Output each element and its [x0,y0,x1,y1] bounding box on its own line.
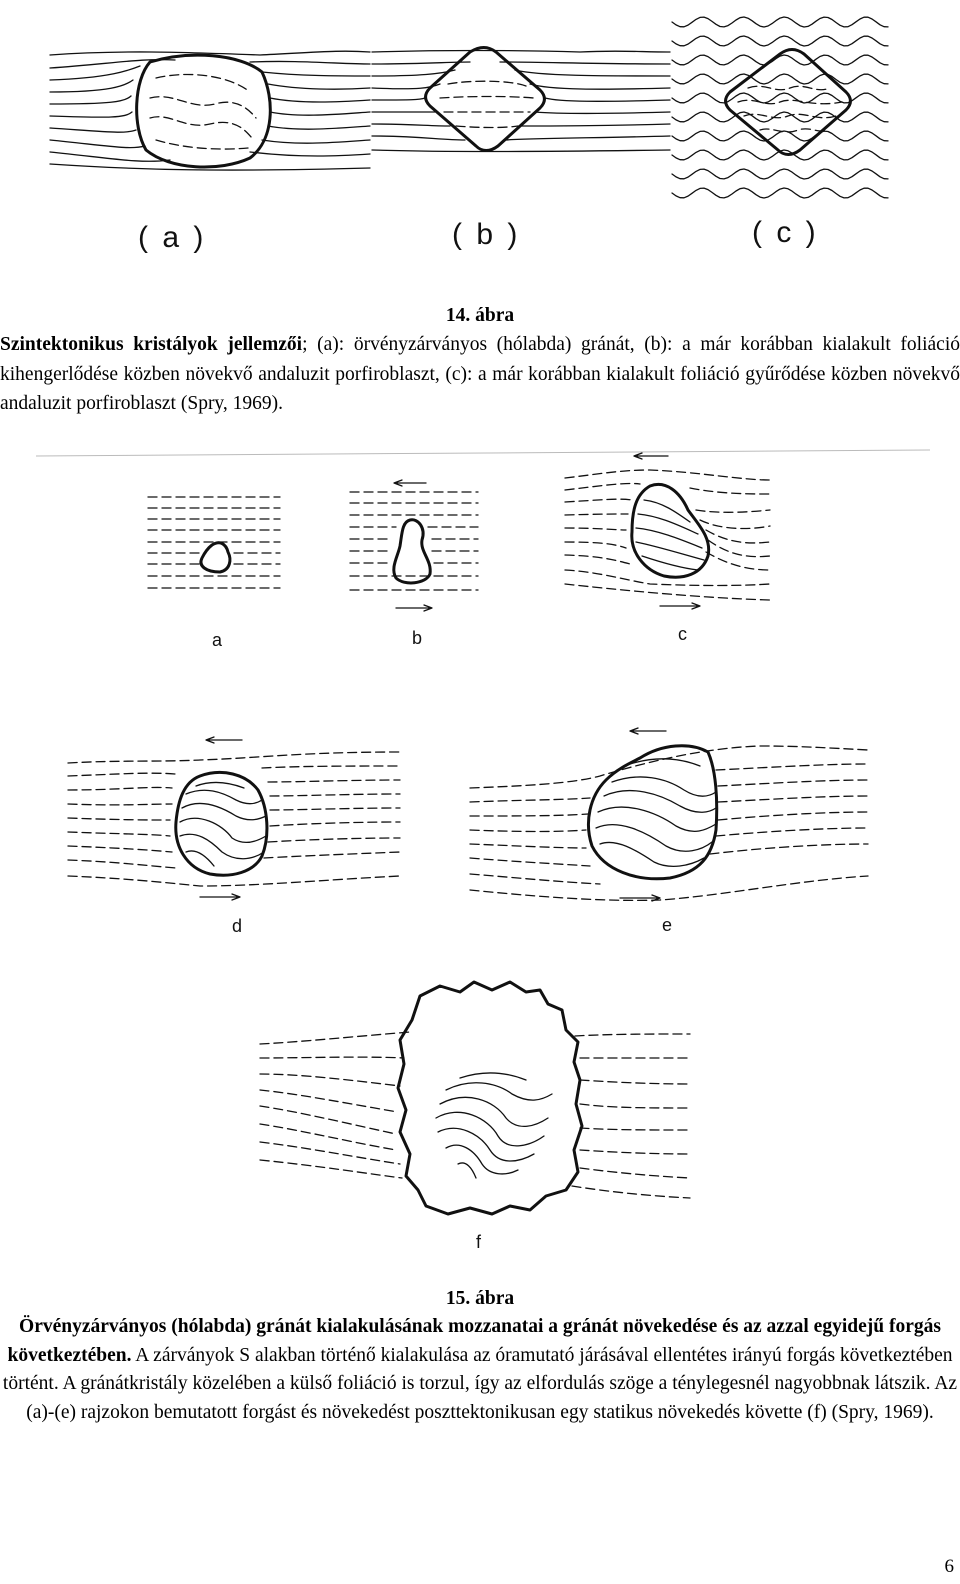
fig15-label-c: c [678,624,687,644]
fig15-b-garnet [394,520,430,583]
fig15-c-inclusions [636,500,704,570]
fig14-panel-a [50,51,370,170]
fig14-c-crenulation-line [672,17,888,27]
fig15-panel-f [260,1032,690,1198]
fig14-c-crenulation-line [672,36,888,46]
fig14-c-crenulation-line [672,55,888,65]
figure-15-caption [0,1313,960,1427]
fig15-e-inclusions [596,759,716,866]
fig14-c-crenulation-line [672,188,888,198]
fig14-c-porphyroblast [726,50,851,155]
fig15-c-arrow-top [634,453,668,459]
page-number: 6 [944,1556,954,1577]
fig15-b-arrow-top [394,480,426,486]
fig14-label-b: ( b ) [452,218,521,251]
fig15-d-arrow-bottom [200,894,240,900]
fig14-label-a: ( a ) [138,221,207,254]
fig15-e-arrow-top [630,728,666,734]
fig14-label-c: ( c ) [752,216,819,249]
fig15-label-d: d [232,916,243,936]
fig15-d-garnet [176,772,267,875]
figure-14-caption-bold: Szintektonikus kristályok jellemzői [0,334,303,355]
fig14-c-crenulation-line [672,169,888,179]
fig14-c-crenulation-line [672,74,888,84]
figure-15-caption-text: A zárványok S alakban történő kialakulása az óramutató járásával ellentétes irányú forgás következtében történt. A gránátkristály közelében a külső foliáció is torzul, így az elfordulás szöge a ténylegesnél nagyobbnak látszik. Az (a)-(e) rajzokon bemutatott forgást és növekedést poszttektonikusan egy statikus növekedés követte (f) (Spry, 1969). [2,1344,958,1423]
fig15-label-b: b [412,628,423,648]
fig15-c-arrow-bottom [660,603,700,609]
fig15-d-arrow-top [206,737,242,743]
fig15-label-f: f [476,1232,482,1252]
fig14-c-crenulation-line [672,112,888,122]
fig14-c-crenulation-line [672,131,888,141]
fig15-label-e: e [662,915,673,935]
figure-14-drawing [0,0,960,270]
figure-14-caption [0,330,960,419]
figure-14-caption-text: ; (a): örvényzárványos (hólabda) gránát, (b): a már korábban kialakult foliáció kihengerlődése közben növekvő andaluzit porfiroblaszt, (c): a már korábban kialakult foliáció gyűrődése közben növekvő andaluzit porfiroblaszt (Spry, 1969). [0,334,960,414]
fig15-b-arrow-bottom [396,605,432,611]
figure-15-drawing [0,440,960,1270]
fig15-f-inclusions [436,1073,552,1178]
figure-15-number: 15. ábra [445,1288,515,1309]
fig14-panel-c [672,17,888,198]
figure-14-number: 14. ábra [445,305,515,326]
fig14-b-inclusions [440,81,534,127]
fig15-f-garnet [398,982,582,1214]
fig14-a-inclusions [150,74,256,149]
fig15-a-garnet [201,543,230,572]
fig14-panel-b [372,51,670,152]
fig15-panel-d [68,752,400,886]
fig15-top-rule [36,450,930,456]
figure-15-caption-bold: Örvényzárványos (hólabda) gránát kialakulásának mozzanatai a gránát növekedése és az azzal egyidejű forgás következtében. [7,1316,941,1366]
fig15-panel-b [350,492,478,590]
fig15-d-inclusions [180,782,266,866]
fig15-label-a: a [212,630,223,650]
fig15-c-garnet [632,484,709,577]
